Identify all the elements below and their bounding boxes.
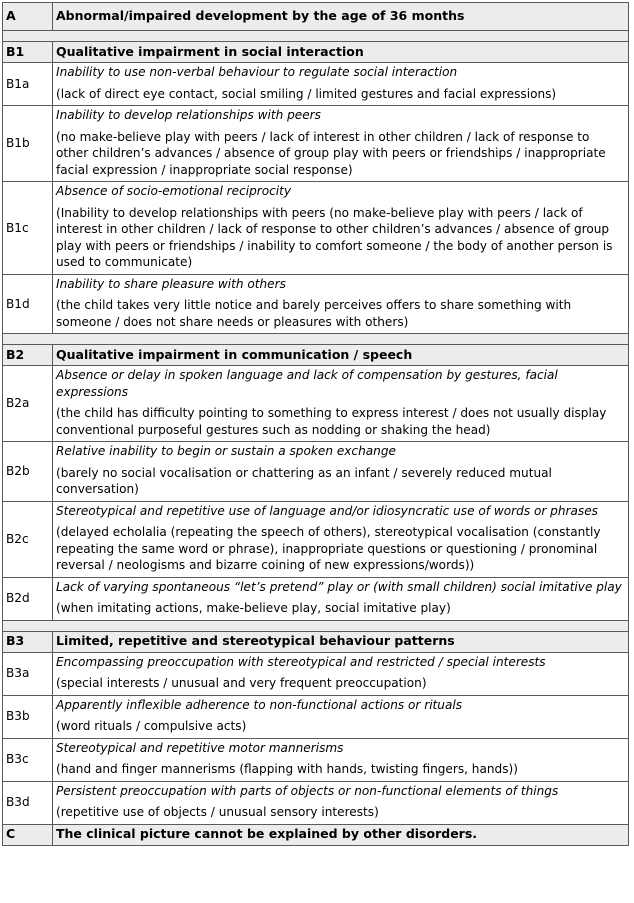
criterion-title: Stereotypical and repetitive use of language and/or idiosyncratic use of words or phrases [56, 503, 598, 518]
spacer-row [3, 31, 629, 42]
criterion-description [53, 106, 629, 182]
spacer-cell [3, 620, 629, 631]
criterion-detail: (Inability to develop relationships with peers (no make-believe play with peers / lack of interest in other children / lack of response to other children’s advances / absence of group play with peers or friendships / inability to comfort someone / the body of another person is used to communicate) [56, 205, 613, 269]
criterion-title: Inability to use non-verbal behaviour to regulate social interaction [56, 65, 458, 79]
section-header-row [3, 824, 629, 845]
criterion-description [53, 182, 629, 275]
criterion-description [53, 738, 629, 781]
criterion-row [3, 738, 629, 781]
criterion-title: Relative inability to begin or sustain a spoken exchange [56, 444, 396, 458]
criterion-code: B2a [3, 366, 53, 442]
criterion-detail: (no make-believe play with peers / lack of interest in other children / lack of response to other children’s advances / absence of group play with peers or friendships / inappropriate facial expression / inappropriate social response) [56, 129, 606, 177]
criterion-detail: (special interests / unusual and very frequent preoccupation) [56, 676, 427, 690]
criterion-row [3, 652, 629, 695]
criterion-detail: (delayed echolalia (repeating the speech of others), stereotypical vocalisation (constantly repeating the same word or phrase), inappropriate questions or questioning / pronominal reversal / neologisms and bizarre coining of new expressions/words)) [56, 525, 601, 572]
criterion-title: Lack of varying spontaneous “let’s pretend” play or (with small children) social imitative play [56, 579, 622, 594]
section-heading: Qualitative impairment in communication / speech [53, 345, 629, 366]
criterion-code: B2 [3, 345, 53, 366]
criterion-detail: (word rituals / compulsive acts) [56, 719, 247, 733]
criterion-row [3, 781, 629, 824]
criterion-description [53, 63, 629, 106]
criterion-description [53, 501, 629, 577]
section-header-row [3, 345, 629, 366]
section-header-row [3, 3, 629, 31]
criterion-code: B1b [3, 106, 53, 182]
section-heading: Abnormal/impaired development by the age of 36 months [53, 3, 629, 31]
criterion-row [3, 63, 629, 106]
criterion-code: B1 [3, 42, 53, 63]
criterion-description [53, 442, 629, 502]
criterion-detail: (lack of direct eye contact, social smiling / limited gestures and facial expressions) [56, 86, 557, 101]
spacer-cell [3, 31, 629, 42]
criterion-description [53, 366, 629, 442]
criterion-detail: (the child has difficulty pointing to something to express interest / does not usually display conventional purposeful gestures such as nodding or shaking the head) [56, 406, 607, 437]
criterion-code: B1d [3, 274, 53, 334]
criterion-title: Absence of socio-emotional reciprocity [56, 184, 292, 198]
criterion-detail: (hand and finger mannerisms (flapping with hands, twisting fingers, hands)) [56, 762, 518, 776]
criterion-code: B1a [3, 63, 53, 106]
criterion-code: B1c [3, 182, 53, 275]
criterion-description [53, 695, 629, 738]
criterion-description [53, 652, 629, 695]
criterion-title: Inability to share pleasure with others [56, 276, 286, 291]
criterion-row [3, 577, 629, 620]
criterion-row [3, 366, 629, 442]
criterion-row [3, 106, 629, 182]
criterion-description [53, 577, 629, 620]
criterion-code: C [3, 824, 53, 845]
criterion-code: B3a [3, 652, 53, 695]
criterion-code: B3 [3, 631, 53, 652]
criterion-detail: (when imitating actions, make-believe play, social imitative play) [56, 601, 451, 615]
criteria-body [3, 3, 629, 846]
section-heading: Qualitative impairment in social interaction [53, 42, 629, 63]
spacer-row [3, 620, 629, 631]
criterion-title: Stereotypical and repetitive motor mannerisms [56, 740, 344, 755]
criterion-row [3, 695, 629, 738]
criterion-title: Absence or delay in spoken language and lack of compensation by gestures, facial expressions [56, 368, 558, 399]
criterion-row [3, 274, 629, 334]
criterion-description [53, 274, 629, 334]
criterion-code: A [3, 3, 53, 31]
section-header-row [3, 631, 629, 652]
section-header-row [3, 42, 629, 63]
criterion-detail: (the child takes very little notice and barely perceives offers to share something with someone / does not share needs or pleasures with others) [56, 298, 572, 329]
criterion-code: B3d [3, 781, 53, 824]
criteria-table [2, 2, 629, 846]
criterion-title: Apparently inflexible adherence to non-functional actions or rituals [56, 697, 463, 712]
criterion-description [53, 781, 629, 824]
criterion-code: B3c [3, 738, 53, 781]
criterion-row [3, 501, 629, 577]
section-heading: Limited, repetitive and stereotypical behaviour patterns [53, 631, 629, 652]
criterion-code: B3b [3, 695, 53, 738]
spacer-row [3, 334, 629, 345]
criterion-code: B2d [3, 577, 53, 620]
criterion-detail: (repetitive use of objects / unusual sensory interests) [56, 805, 379, 819]
criterion-code: B2c [3, 501, 53, 577]
criterion-row [3, 442, 629, 502]
criterion-title: Persistent preoccupation with parts of objects or non-functional elements of things [56, 783, 559, 798]
criterion-code: B2b [3, 442, 53, 502]
criterion-title: Encompassing preoccupation with stereotypical and restricted / special interests [56, 654, 546, 669]
criterion-row [3, 182, 629, 275]
section-heading: The clinical picture cannot be explained by other disorders. [53, 824, 629, 845]
criterion-detail: (barely no social vocalisation or chattering as an infant / severely reduced mutual conversation) [56, 465, 552, 496]
spacer-cell [3, 334, 629, 345]
criterion-title: Inability to develop relationships with peers [56, 108, 321, 122]
